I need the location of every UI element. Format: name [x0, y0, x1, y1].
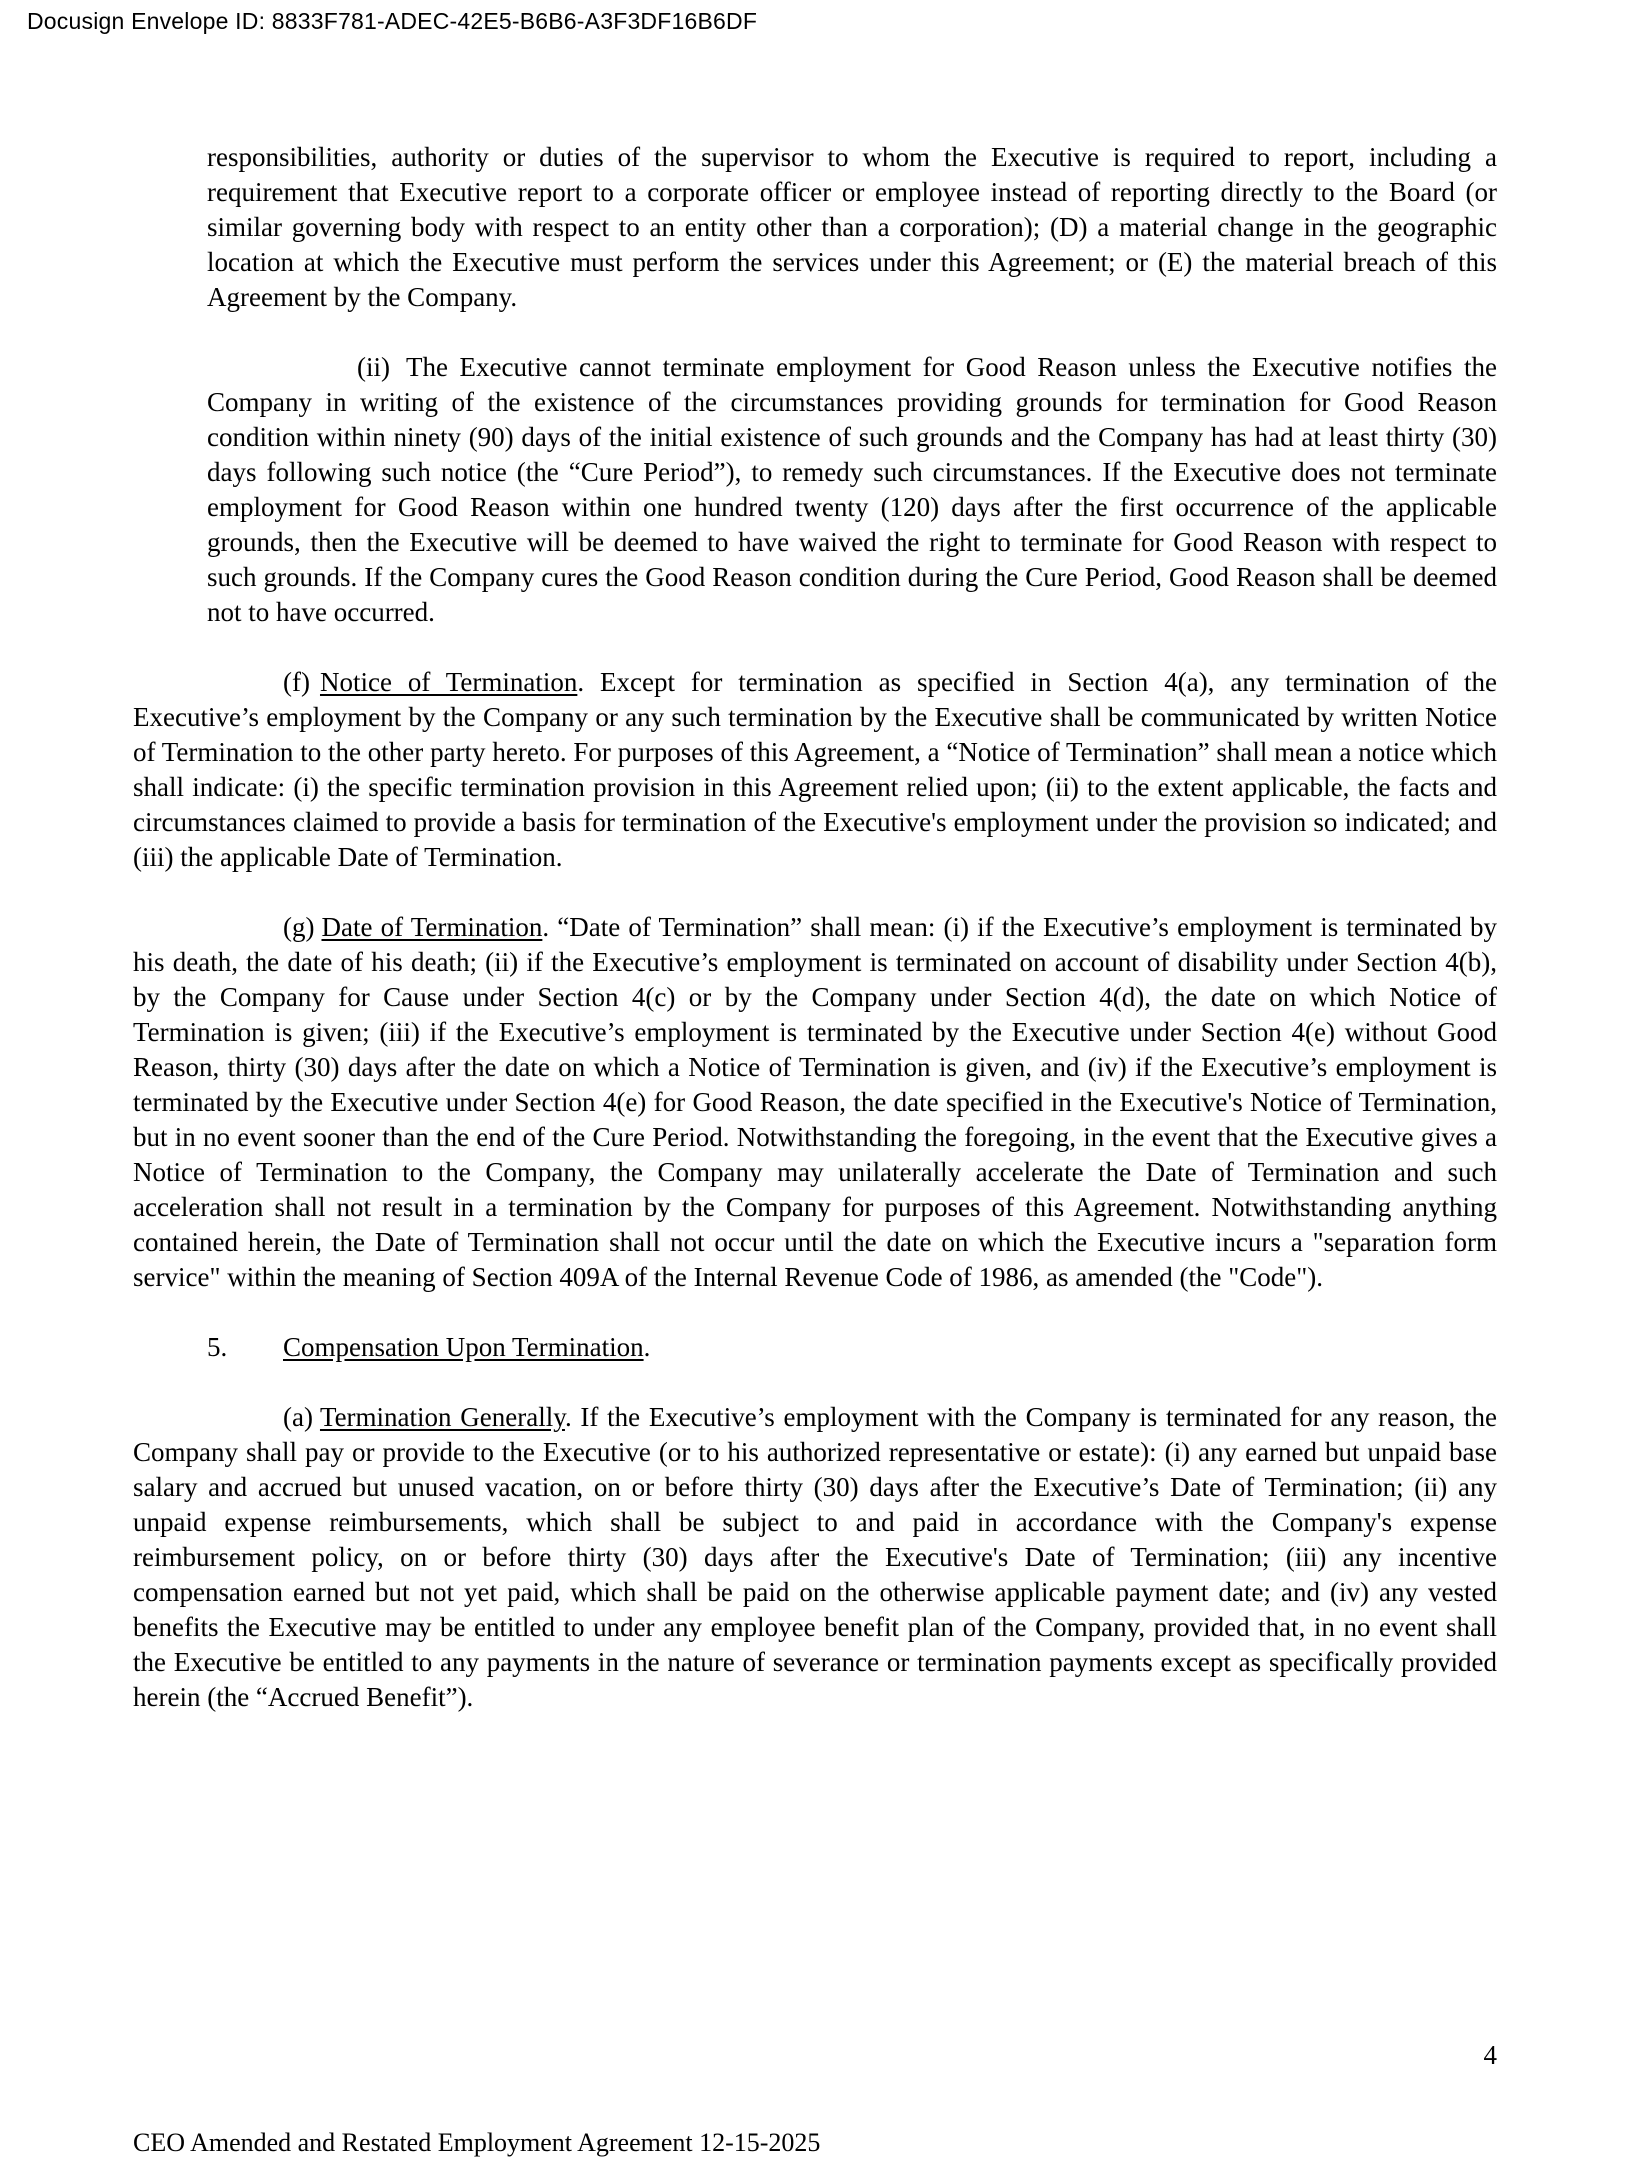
page-number: 4 [1483, 2040, 1497, 2070]
clause-a-heading: Termination Generally [319, 1402, 565, 1432]
docusign-envelope-header: Docusign Envelope ID: 8833F781-ADEC-42E5-B6B6-A3F3DF16B6DF [27, 8, 758, 34]
clause-g-paragraph [133, 910, 1497, 1295]
section-5-heading [207, 1330, 1497, 1365]
clause-a-text: . If the Executive’s employment with the Company is terminated for any reason, the Company shall pay or provide to the Executive (or to his authorized representative or estate): (i) any earned but unpaid base salary and accrued but unused vacation, on or before thirty (30) days after the Executive’s Date of Termination; (ii) any unpaid expense reimbursements, which shall be subject to and paid in accordance with the Company's expense reimbursement policy, on or before thirty (30) days after the Executive's Date of Termination; (iii) any incentive compensation earned but not yet paid, which shall be paid on the otherwise applicable payment date; and (iv) any vested benefits the Executive may be entitled to under any employee benefit plan of the Company, provided that, in no event shall the Executive be entitled to any payments in the nature of severance or termination payments except as specifically provided herein (the “Accrued Benefit”). [133, 1402, 1497, 1712]
footer-document-title: CEO Amended and Restated Employment Agreement 12-15-2025 [133, 2128, 821, 2157]
clause-f-paragraph [133, 665, 1497, 875]
section-5-title: Compensation Upon Termination [283, 1332, 644, 1362]
clause-ii-text: The Executive cannot terminate employment for Good Reason unless the Executive notifies the Company in writing of the existence of the circumstances providing grounds for termination for Good Reason condition within ninety (90) days of the initial existence of such grounds and the Company has had at least thirty (30) days following such notice (the “Cure Period”), to remedy such circumstances. If the Executive does not terminate employment for Good Reason within one hundred twenty (120) days after the first occurrence of the applicable grounds, then the Executive will be deemed to have waived the right to terminate for Good Reason with respect to such grounds. If the Company cures the Good Reason condition during the Cure Period, Good Reason shall be deemed not to have occurred. [207, 352, 1497, 627]
clause-f-label: (f) [283, 667, 310, 697]
clause-f-text: . Except for termination as specified in Section 4(a), any termination of the Executive’s employment by the Company or any such termination by the Executive shall be communicated by written Notice of Termination to the other party hereto. For purposes of this Agreement, a “Notice of Termination” shall mean a notice which shall indicate: (i) the specific termination provision in this Agreement relied upon; (ii) to the extent applicable, the facts and circumstances claimed to provide a basis for termination of the Executive's employment under the provision so indicated; and (iii) the applicable Date of Termination. [133, 667, 1497, 872]
paragraph-continuation: responsibilities, authority or duties of the supervisor to whom the Executive is required to report, including a requirement that Executive report to a corporate officer or employee instead of reporting directly to the Board (or similar governing body with respect to an entity other than a corporation); (D) a material change in the geographic location at which the Executive must perform the services under this Agreement; or (E) the material breach of this Agreement by the Company. [207, 142, 1497, 312]
clause-g-label: (g) [283, 912, 315, 942]
clause-ii-label: (ii) [357, 352, 390, 382]
section-5-number: 5. [207, 1332, 228, 1362]
clause-g-text: . “Date of Termination” shall mean: (i) if the Executive’s employment is terminated by his death, the date of his death; (ii) if the Executive’s employment is terminated on account of disability under Section 4(b), by the Company for Cause under Section 4(c) or by the Company under Section 4(d), the date on which Notice of Termination is given; (iii) if the Executive’s employment is terminated by the Executive under Section 4(e) without Good Reason, thirty (30) days after the date on which a Notice of Termination is given, and (iv) if the Executive’s employment is terminated by the Executive under Section 4(e) for Good Reason, the date specified in the Executive's Notice of Termination, but in no event sooner than the end of the Cure Period. Notwithstanding the foregoing, in the event that the Executive gives a Notice of Termination to the Company, the Company may unilaterally accelerate the Date of Termination and such acceleration shall not result in a termination by the Company for purposes of this Agreement. Notwithstanding anything contained herein, the Date of Termination shall not occur until the date on which the Executive incurs a "separation form service" within the meaning of Section 409A of the Internal Revenue Code of 1986, as amended (the "Code"). [133, 912, 1498, 1292]
clause-g-heading: Date of Termination [321, 912, 543, 942]
clause-f-heading: Notice of Termination [319, 667, 578, 697]
clause-ii-paragraph [207, 350, 1497, 630]
clause-a-label: (a) [283, 1402, 313, 1432]
section-5-suffix: . [643, 1332, 651, 1362]
document-body [133, 140, 1497, 1750]
clause-a-paragraph [133, 1400, 1497, 1715]
